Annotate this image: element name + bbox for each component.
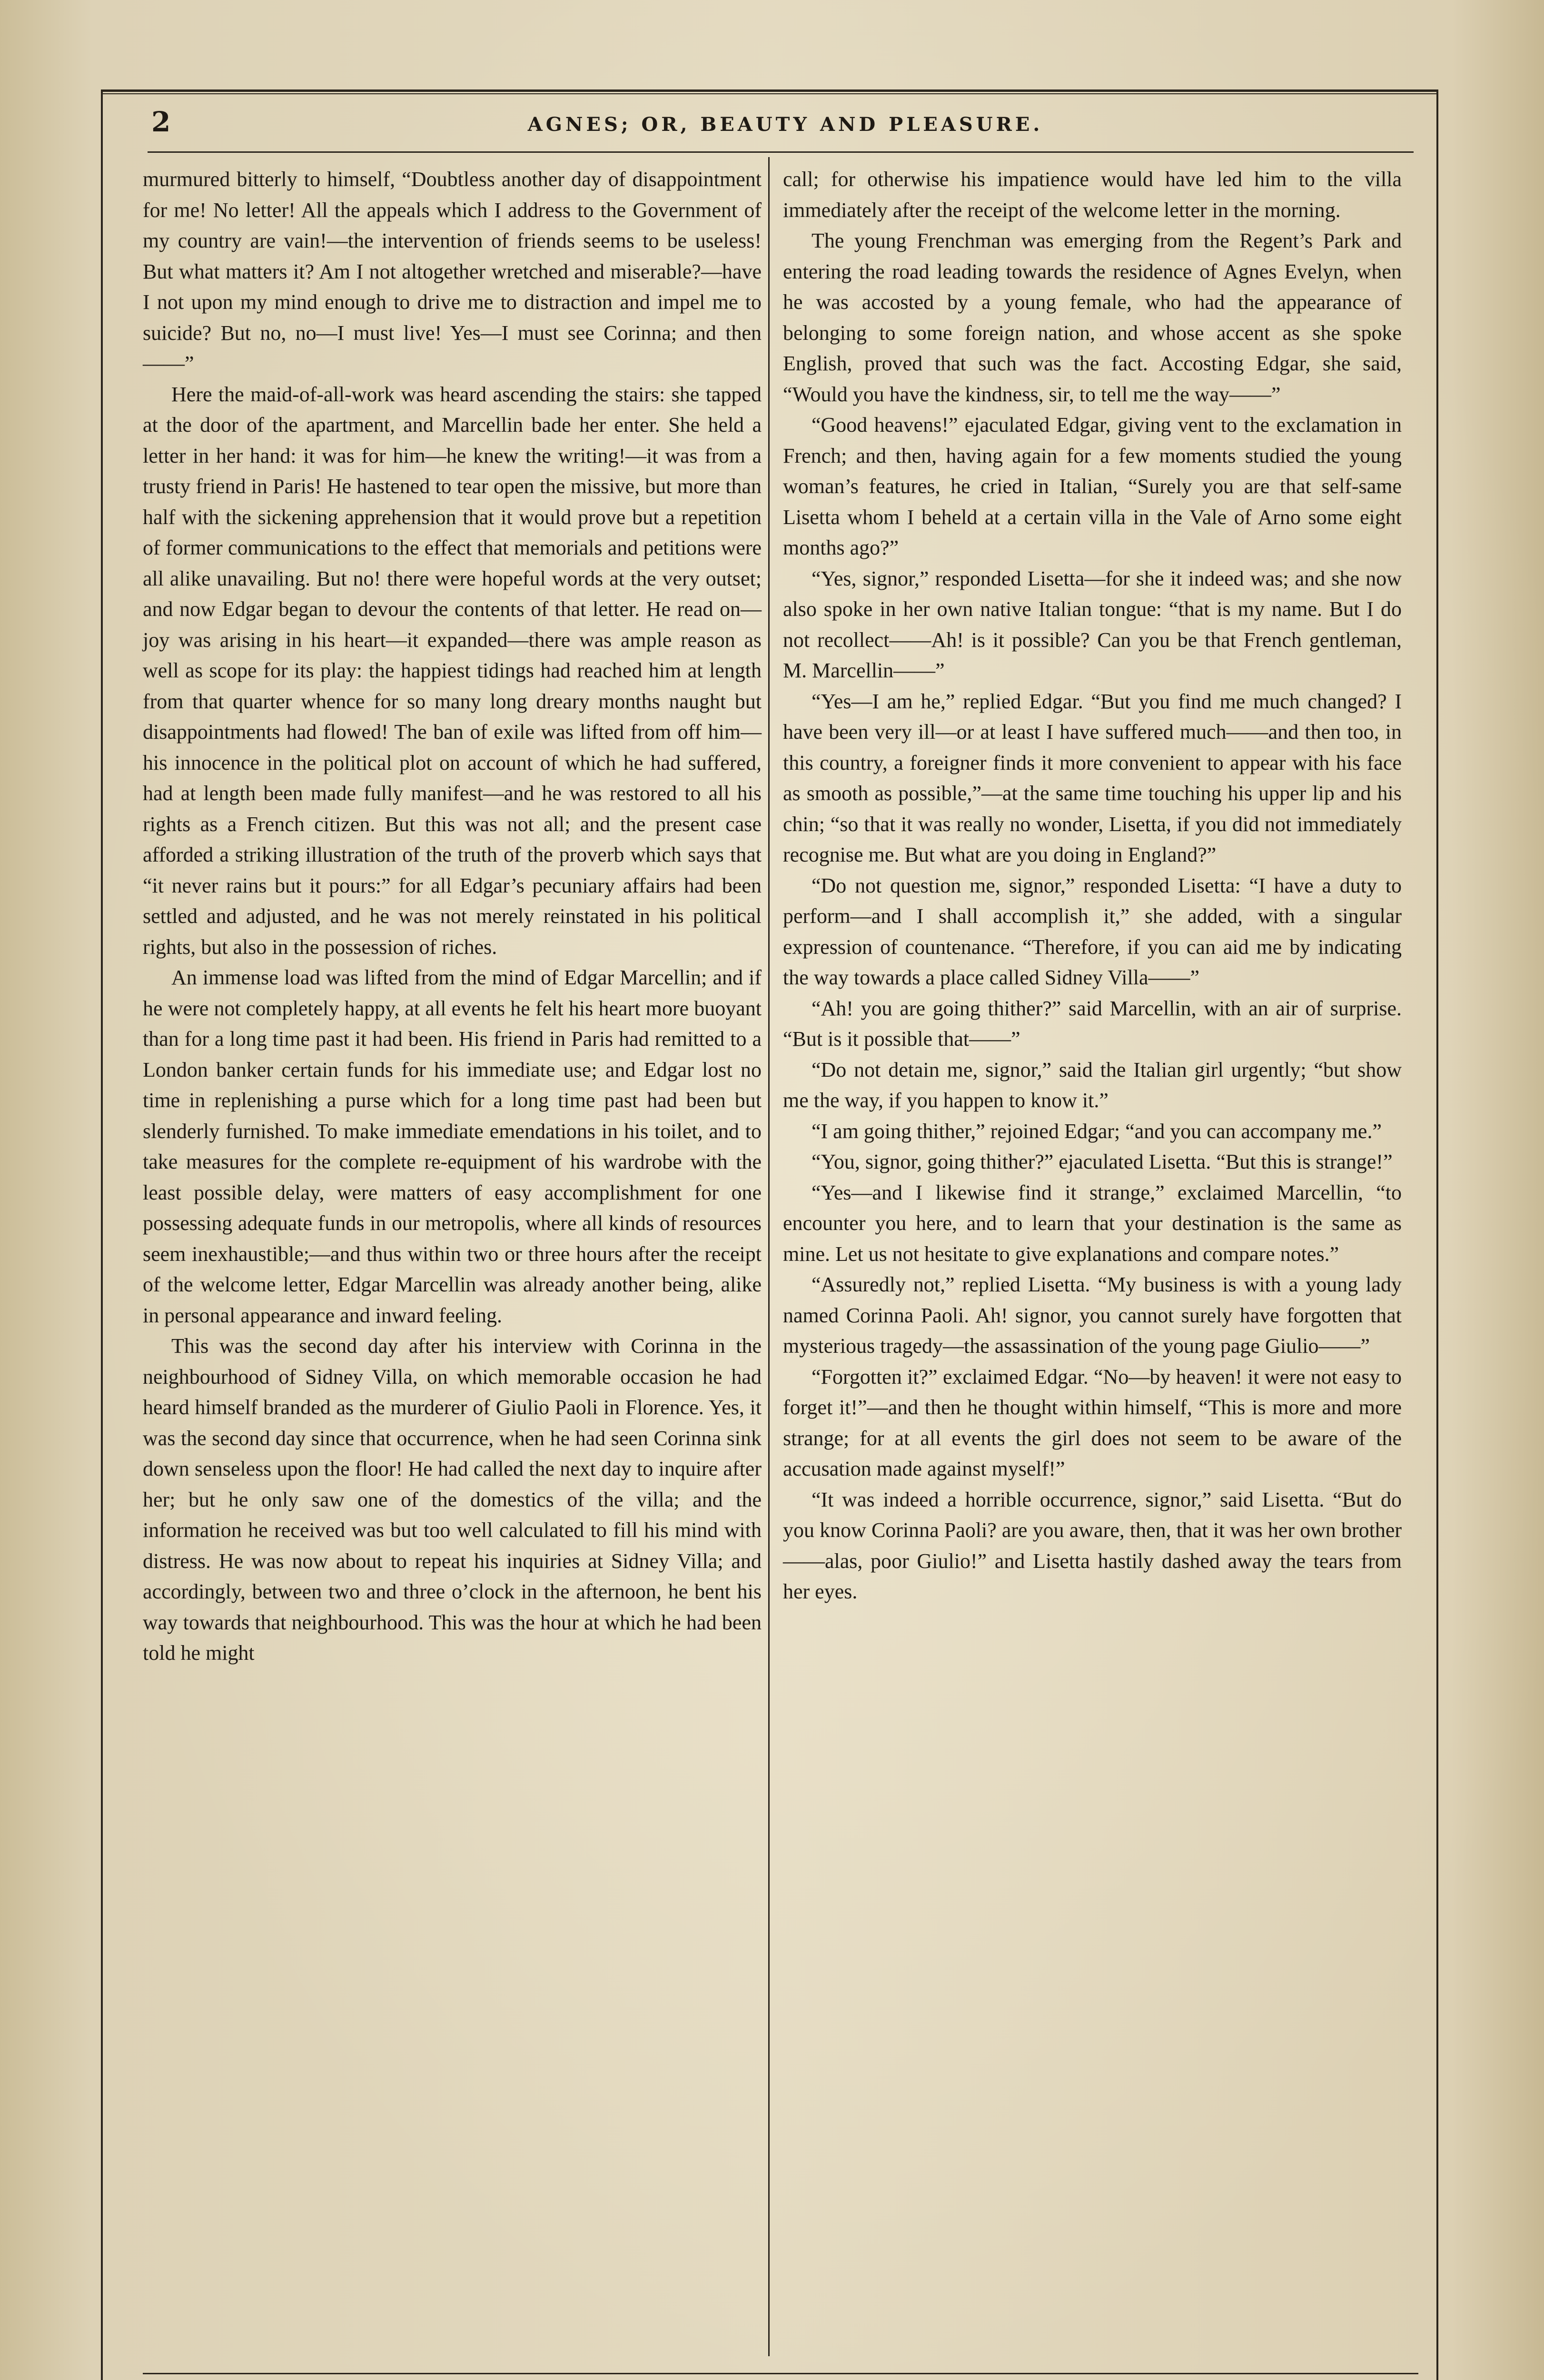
paragraph: call; for otherwise his impatience would have led him to the villa immediately after the receipt of the welcome letter in the morning. (783, 168, 1402, 222)
paragraph: “It was indeed a horrible occurrence, signor,” said Lisetta. “But do you know Corinna Paoli? are you aware, then, that it was her own brother——alas, poor Giulio!” and Lisetta hastily dashed away the tears from her eyes. (783, 1488, 1402, 1603)
paragraph: “Ah! you are going thither?” said Marcellin, with an air of surprise. “But is it possible that——” (783, 996, 1402, 1051)
border-rule-top (101, 89, 1438, 92)
paragraph: “Do not question me, signor,” responded Lisetta: “I have a duty to perform—and I shall accomplish it,” she added, with a singular expression of countenance. “Therefore, if you can aid me by indicating the way towards a place called Sidney Villa——” (783, 873, 1402, 989)
page-number: 2 (151, 106, 171, 138)
border-rule-left (101, 89, 103, 2380)
paragraph: This was the second day after his interview with Corinna in the neighbourhood of Sidney Villa, on which memorable occasion he had heard himself branded as the murderer of Giulio Paoli in Florence. Yes, it was the second day since that occurrence, when he had seen Corinna sink down senseless upon the floor! He had called the next day to inquire after her; but he only saw one of the domestics of the villa; and the information he received was but too well calculated to fill his mind with distress. He was now about to repeat his inquiries at Sidney Villa; and accordingly, between two and three o’clock in the afternoon, he bent his way towards that neighbourhood. This was the hour at which he had been told he might (143, 1334, 762, 1665)
column-divider (768, 157, 770, 2356)
left-column (143, 164, 762, 1669)
paragraph: Here the maid-of-all-work was heard ascending the stairs: she tapped at the door of the apartment, and Marcellin bade her enter. She held a letter in her hand: it was for him—he knew the writing!—it was from a trusty friend in Paris! He hastened to tear open the missive, but more than half with the sickening apprehension that it would prove but a repetition of former communications to the effect that memorials and petitions were all alike unavailing. But no! there were hopeful words at the very outset; and now Edgar began to devour the contents of that letter. He read on—joy was arising in his heart—it expanded—there was ample reason as well as scope for its play: the happiest tidings had reached him at length from that quarter whence for so many long dreary months naught but disappointments had flowed! The ban of exile was lifted from off him—his innocence in the political plot on account of which he had suffered, had at length been made fully manifest—and he was restored to all his rights as a French citizen. But this was not all; and the present case afforded a striking illustration of the truth of the proverb which says that “it never rains but it pours:” for all Edgar’s pecuniary affairs had been settled and adjusted, and he was not merely reinstated in his political rights, but also in the possession of riches. (143, 382, 762, 959)
paragraph: “Yes, signor,” responded Lisetta—for she it indeed was; and she now also spoke in her own native Italian tongue: “that is my name. But I do not recollect——Ah! is it possible? Can you be that French gentleman, M. Marcellin——” (783, 566, 1402, 682)
paragraph: “Do not detain me, signor,” said the Italian girl urgently; “but show me the way, if you happen to know it.” (783, 1058, 1402, 1112)
border-rule-top-inner (101, 93, 1438, 94)
paragraph: “Yes—and I likewise find it strange,” exclaimed Marcellin, “to encounter you here, and to learn that your destination is the same as mine. Let us not hesitate to give explanations and compare notes.” (783, 1180, 1402, 1266)
paragraph: “I am going thither,” rejoined Edgar; “and you can accompany me.” (812, 1119, 1382, 1143)
border-rule-right (1436, 89, 1438, 2380)
paragraph: “Yes—I am he,” replied Edgar. “But you find me much changed? I have been very ill—or at least I have suffered much——and then too, in this country, a foreigner finds it more convenient to appear with his face as smooth as possible,”—at the same time touching his upper lip and his chin; “so that it was really no wonder, Lisetta, if you did not immediately recognise me. But what are you doing in England?” (783, 689, 1402, 866)
footer-rule (143, 2373, 1418, 2374)
paragraph: “Assuredly not,” replied Lisetta. “My business is with a young lady named Corinna Paoli. Ah! signor, you cannot surely have forgotten that mysterious tragedy—the assassination of the young page Giulio——” (783, 1273, 1402, 1358)
paragraph: murmured bitterly to himself, “Doubtless another day of disappointment for me! No letter! All the appeals which I address to the Government of my country are vain!—the intervention of friends seems to be useless! But what matters it? Am I not altogether wretched and miserable?—have I not upon my mind enough to drive me to distraction and impel me to suicide? But no, no—I must live! Yes—I must see Corinna; and then——” (143, 168, 762, 375)
paragraph: The young Frenchman was emerging from the Regent’s Park and entering the road leading towards the residence of Agnes Evelyn, when he was accosted by a young female, who had the appearance of belonging to some foreign nation, and whose accent as she spoke English, proved that such was the fact. Accosting Edgar, she said, “Would you have the kindness, sir, to tell me the way——” (783, 229, 1402, 406)
paragraph: “Forgotten it?” exclaimed Edgar. “No—by heaven! it were not easy to forget it!”—and then he thought within himself, “This is more and more strange; for at all events the girl does not seem to be aware of the accusation made against myself!” (783, 1365, 1402, 1480)
paragraph: “You, signor, going thither?” ejaculated Lisetta. “But this is strange!” (812, 1150, 1393, 1173)
header-rule (148, 151, 1414, 153)
running-title: AGNES; OR, BEAUTY AND PLEASURE. (527, 113, 1043, 136)
paragraph: “Good heavens!” ejaculated Edgar, giving vent to the exclamation in French; and then, having again for a few moments studied the young woman’s features, he cried in Italian, “Surely you are that self-same Lisetta whom I beheld at a certain villa in the Vale of Arno some eight months ago?” (783, 413, 1402, 559)
paragraph: An immense load was lifted from the mind of Edgar Marcellin; and if he were not completely happy, at all events he felt his heart more buoyant than for a long time past it had been. His friend in Paris had remitted to a London banker certain funds for his immediate use; and Edgar lost no time in replenishing a purse which for a long time past had been but slenderly furnished. To make immediate emendations in his toilet, and to take measures for the complete re-equipment of his wardrobe with the least possible delay, were matters of easy accomplishment for one possessing adequate funds in our metropolis, where all kinds of resources seem inexhaustible;—and thus within two or three hours after the receipt of the welcome letter, Edgar Marcellin was already another being, alike in personal appearance and inward feeling. (143, 966, 762, 1327)
right-column (783, 164, 1402, 1607)
